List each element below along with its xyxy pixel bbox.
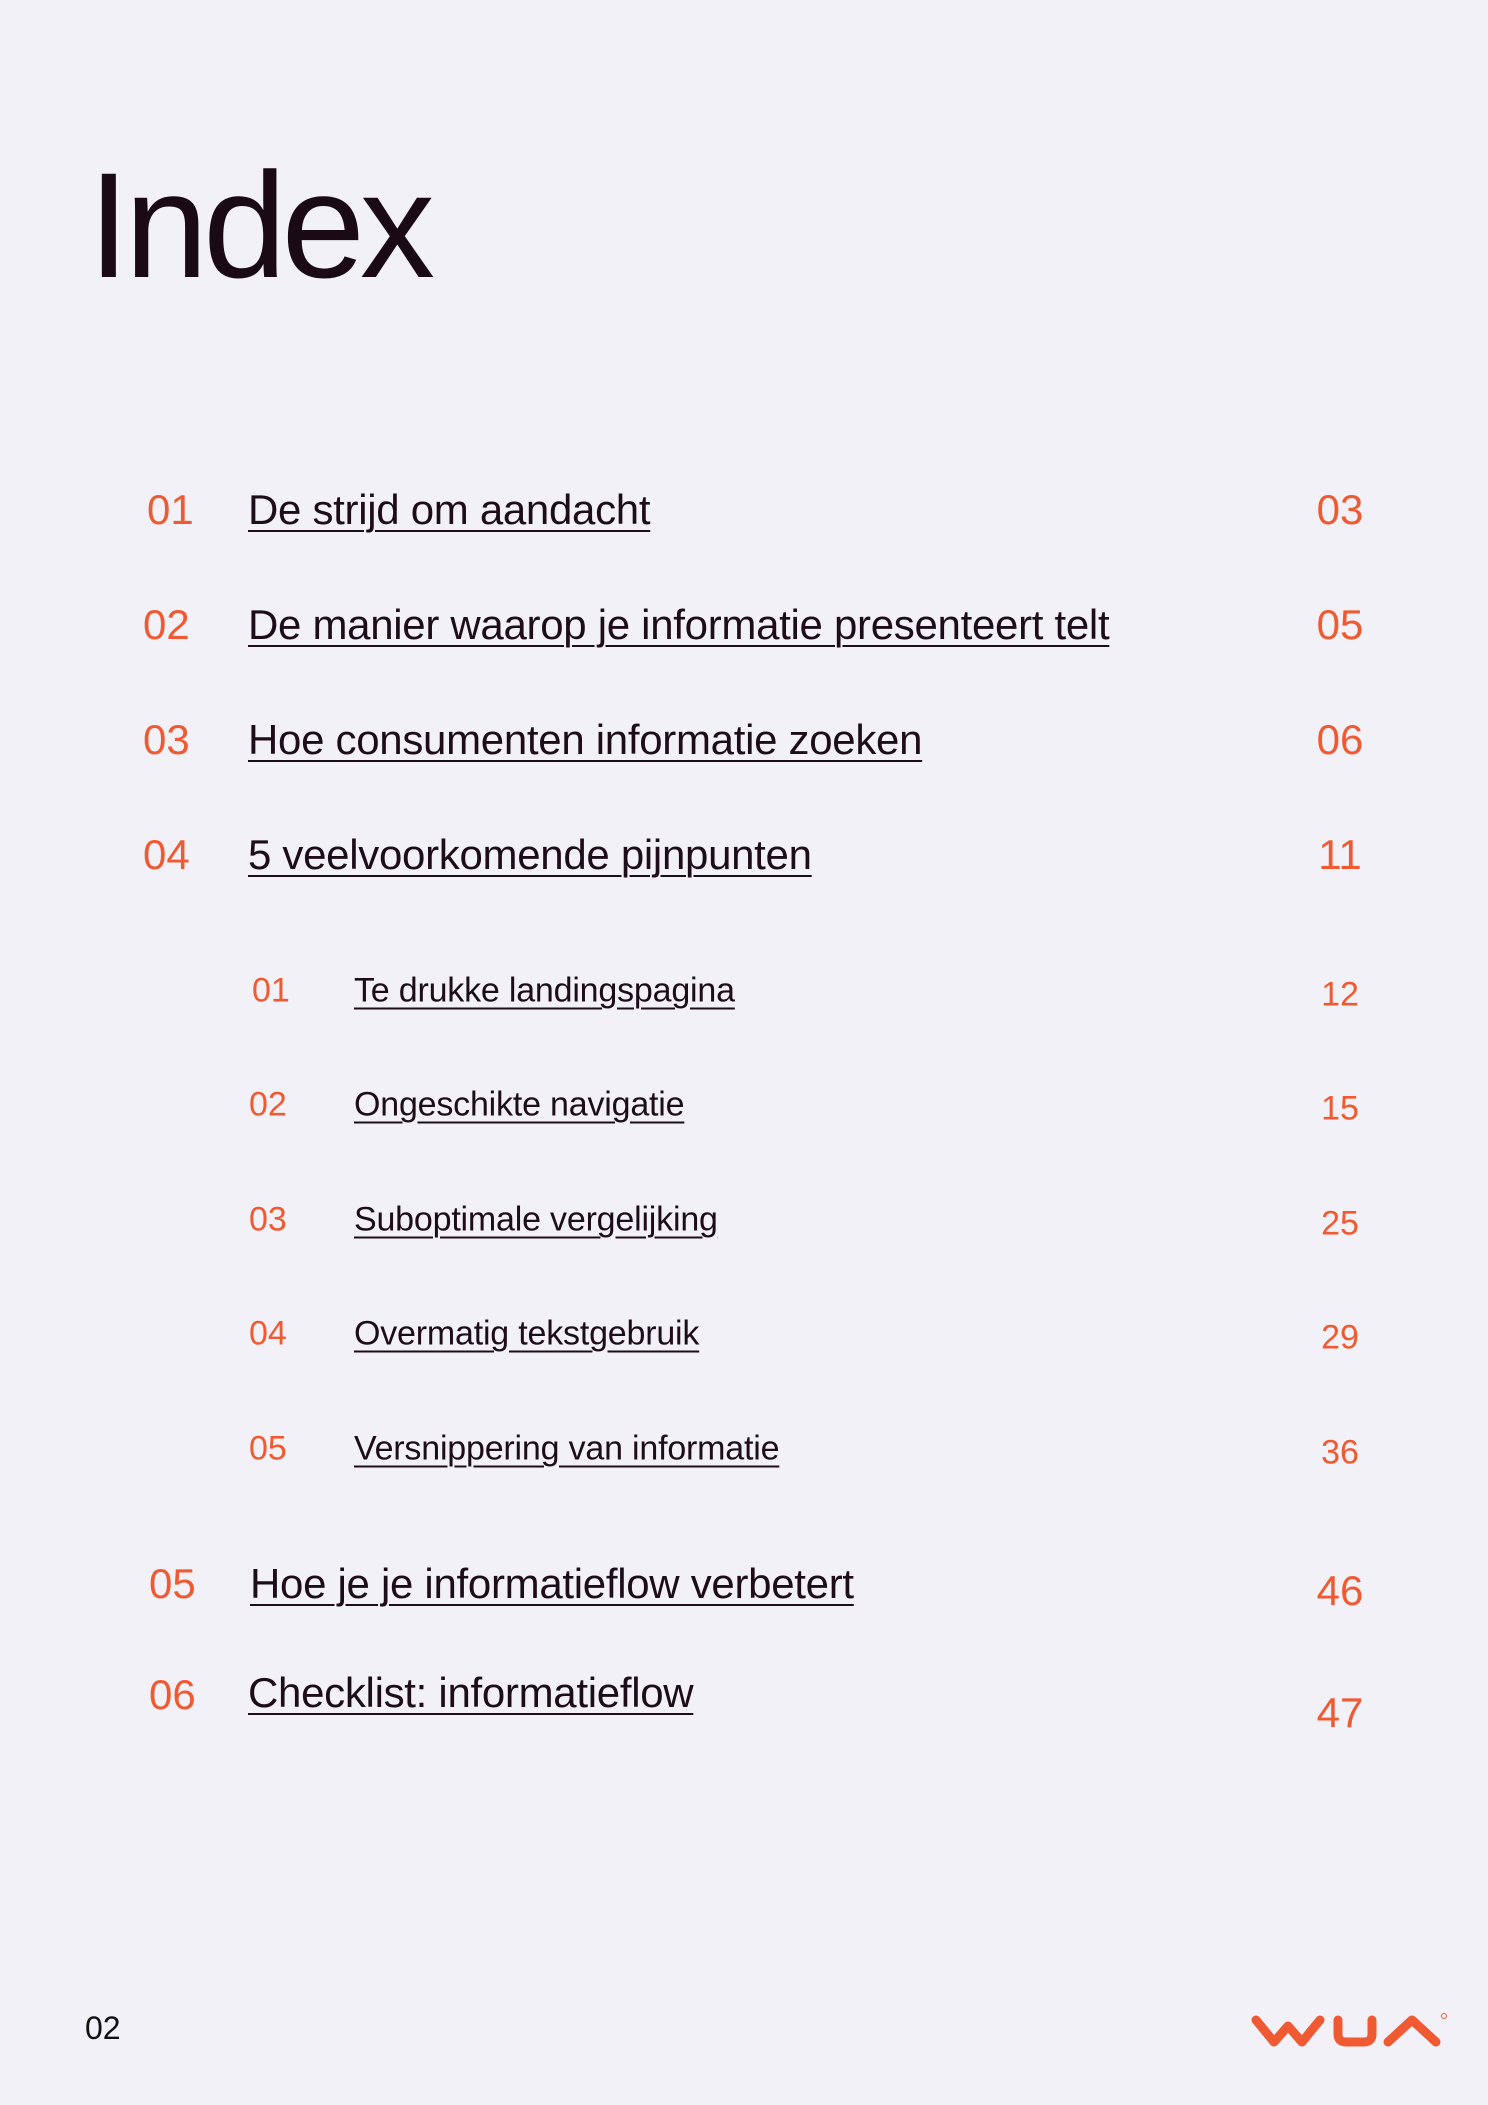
toc-subitem[interactable]: [0, 1075, 1488, 1135]
page-title: Index: [88, 141, 430, 309]
toc-subitem-page: 15: [1321, 1089, 1359, 1128]
toc-item-link[interactable]: De strijd om aandacht: [248, 486, 651, 533]
toc-item-number: 06: [149, 1671, 196, 1718]
toc-subitem[interactable]: [0, 961, 1488, 1021]
toc-item-page: 05: [1316, 601, 1364, 648]
toc-item-number: 04: [143, 831, 190, 878]
toc-subitem-link[interactable]: Te drukke landingspagina: [354, 971, 735, 1010]
toc-item-page: 06: [1316, 716, 1364, 763]
toc-subitem-page: 36: [1321, 1433, 1359, 1472]
toc-subitem-number: 01: [252, 971, 290, 1010]
toc-subitem-page: 29: [1321, 1318, 1359, 1357]
toc-item-page: 46: [1316, 1567, 1364, 1614]
toc-item-page: 11: [1318, 831, 1362, 878]
toc-item-page: 03: [1316, 486, 1364, 533]
wua-logo-mark: [1256, 2020, 1436, 2042]
toc-subitem[interactable]: [0, 1419, 1488, 1479]
toc-item-number: 03: [143, 716, 190, 763]
toc-item-number: 02: [143, 601, 190, 648]
toc-item[interactable]: [0, 1663, 1488, 1736]
toc-item[interactable]: [0, 825, 1488, 885]
toc-item-page: 47: [1316, 1689, 1364, 1736]
toc-item[interactable]: [0, 710, 1488, 770]
toc-subitem-number: 02: [249, 1085, 287, 1124]
toc-item-number: 01: [147, 486, 194, 533]
toc-subitem-link[interactable]: Suboptimale vergelijking: [354, 1200, 718, 1239]
toc-subitem[interactable]: [0, 1190, 1488, 1250]
toc-item[interactable]: [0, 1554, 1488, 1614]
toc-item-link[interactable]: De manier waarop je informatie presenteert telt: [248, 601, 1110, 648]
toc-item[interactable]: [0, 595, 1488, 655]
registered-mark-icon: [1442, 2014, 1447, 2019]
toc-item-link[interactable]: Checklist: informatieflow: [248, 1669, 694, 1716]
page-number: 02: [85, 2010, 121, 2046]
toc-subitem-page: 12: [1321, 975, 1359, 1014]
toc-item-link[interactable]: Hoe je je informatieflow verbetert: [250, 1560, 854, 1607]
toc-subitem-number: 04: [249, 1314, 287, 1353]
toc-subitem-link[interactable]: Versnippering van informatie: [354, 1429, 780, 1468]
toc-item-link[interactable]: 5 veelvoorkomende pijnpunten: [248, 831, 812, 878]
toc-item-number: 05: [149, 1560, 196, 1607]
toc-item[interactable]: [0, 480, 1488, 540]
toc-subitem-number: 03: [249, 1200, 287, 1239]
toc-subitem-link[interactable]: Ongeschikte navigatie: [354, 1085, 685, 1124]
toc-subitem-link[interactable]: Overmatig tekstgebruik: [354, 1314, 700, 1353]
toc-subitem-number: 05: [249, 1429, 287, 1468]
toc-subitem[interactable]: [0, 1304, 1488, 1364]
toc-subitem-page: 25: [1321, 1204, 1359, 1243]
toc-item-link[interactable]: Hoe consumenten informatie zoeken: [248, 716, 923, 763]
wua-logo: [1250, 2010, 1448, 2050]
